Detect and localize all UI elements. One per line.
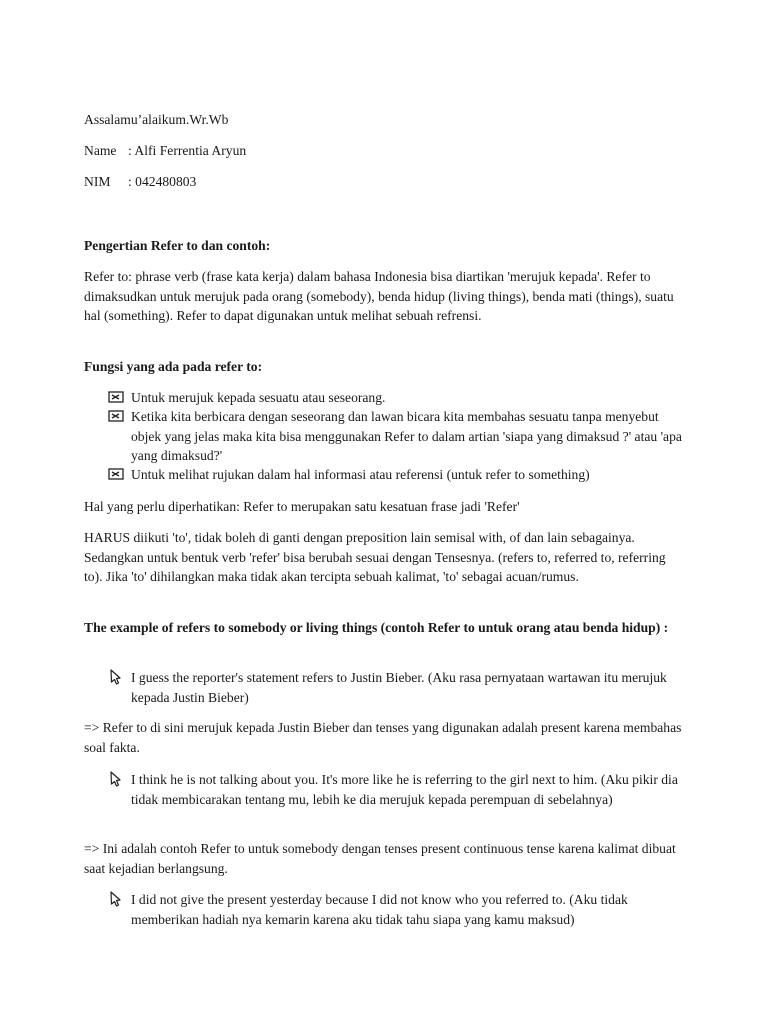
- pointing-hand-icon: [108, 668, 124, 686]
- name-line: [84, 141, 684, 161]
- section3-heading: The example of refers to somebody or living things (contoh Refer to untuk orang atau benda hidup) :: [84, 620, 669, 635]
- arrow-box-icon: [108, 465, 124, 483]
- nim-line: [84, 172, 684, 192]
- explanation-1: => Refer to di sini merujuk kepada Justin Bieber dan tenses yang digunakan adalah present karena membahas soal fakta.: [84, 720, 682, 755]
- section2-heading: Fungsi yang ada pada refer to:: [84, 359, 263, 374]
- example-item: [108, 668, 686, 707]
- nim-label: NIM: [84, 174, 111, 189]
- name-value: : Alfi Ferrentia Aryun: [128, 143, 247, 158]
- example-text: I think he is not talking about you. It's more like he is referring to the girl next to him. (Aku pikir dia tidak membicarakan tentang mu, lebih ke dia merujuk kepada perempuan di sebelahnya): [131, 772, 678, 807]
- section1-heading: Pengertian Refer to dan contoh:: [84, 238, 271, 253]
- arrow-box-icon: [108, 407, 124, 425]
- function-item: [108, 388, 686, 408]
- greeting: Assalamu’alaikum.Wr.Wb: [84, 112, 229, 127]
- section1-paragraph: Refer to: phrase verb (frase kata kerja) dalam bahasa Indonesia bisa diartikan 'merujuk kepada'. Refer to dimaksudkan untuk merujuk pada orang (somebody), benda hidup (living things), benda mati (things), suatu hal (something). Refer to dapat digunakan untuk melihat sebuah refrensi.: [84, 269, 674, 323]
- pointing-hand-icon: [108, 890, 124, 908]
- example-text: I guess the reporter's statement refers to Justin Bieber. (Aku rasa pernyataan wartawan itu merujuk kepada Justin Bieber): [131, 670, 667, 705]
- function-item-text: Untuk merujuk kepada sesuatu atau seseorang.: [131, 390, 386, 405]
- name-label: Name: [84, 143, 117, 158]
- example-item: [108, 770, 686, 809]
- arrow-box-icon: [108, 388, 124, 406]
- function-item-text: Untuk melihat rujukan dalam hal informasi atau referensi (untuk refer to something): [131, 467, 590, 482]
- note-2: HARUS diikuti 'to', tidak boleh di ganti dengan preposition lain semisal with, of dan lain sebagainya. Sedangkan untuk bentuk verb 'refer' bisa berubah sesuai dengan Tensesnya. (refers to, referred to, referring to). Jika 'to' dihilangkan maka tidak akan tercipta sebuah kalimat, 'to' sebagai acuan/rumus.: [84, 530, 666, 584]
- explanation-2: => Ini adalah contoh Refer to untuk somebody dengan tenses present continuous tense karena kalimat dibuat saat kejadian berlangsung.: [84, 841, 676, 876]
- pointing-hand-icon: [108, 770, 124, 788]
- example-text: I did not give the present yesterday because I did not know who you referred to. (Aku tidak memberikan hadiah nya kemarin karena aku tidak tahu siapa yang kamu maksud): [131, 892, 628, 927]
- note-1: Hal yang perlu diperhatikan: Refer to merupakan satu kesatuan frase jadi 'Refer': [84, 499, 520, 514]
- function-item: [108, 407, 686, 466]
- nim-value: : 042480803: [128, 174, 197, 189]
- function-item: [108, 465, 686, 485]
- example-item: [108, 890, 686, 929]
- function-item-text: Ketika kita berbicara dengan seseorang dan lawan bicara kita membahas sesuatu tanpa menyebut objek yang jelas maka kita bisa menggunakan Refer to dalam artian 'siapa yang dimaksud ?' atau 'apa yang dimaksud?': [131, 409, 682, 463]
